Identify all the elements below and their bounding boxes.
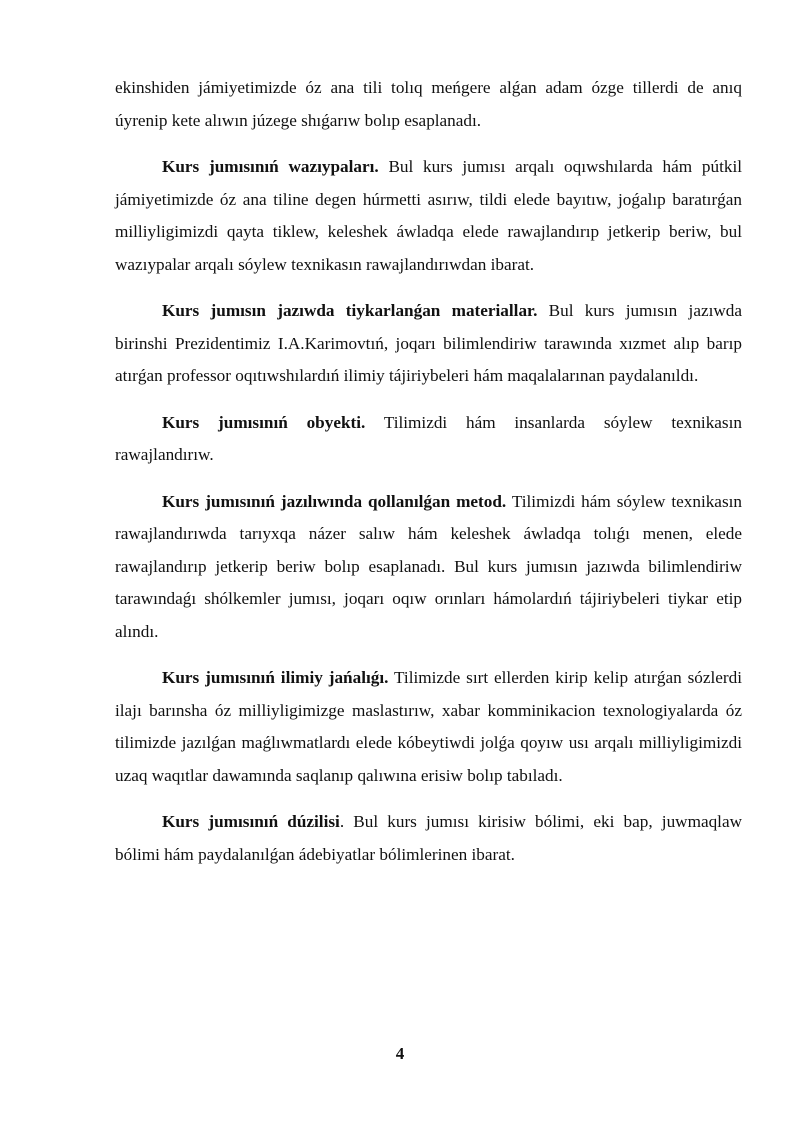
section-structure — [115, 806, 742, 871]
section-heading: Kurs jumısınıń dúzilisi — [162, 812, 340, 831]
section-novelty — [115, 662, 742, 792]
section-heading: Kurs jumısınıń obyekti. — [162, 412, 366, 432]
section-method — [115, 486, 742, 649]
section-body: Tilimizde sırt ellerden kirip kelip atırǵan sózlerdi ilajı barınsha óz milliyligimizge maslastırıw, xabar komminikacion texnologiyalarda óz tilimizde jazılǵan maǵlıwmatlardı elede kóbeytiwdi jolǵa qoyıw usı arqalı milliyligimizdi uzaq waqıtlar dawamında saqlanıp qalıwına erisiw bolıp tabıladı. — [115, 668, 742, 785]
page-number: 4 — [395, 1044, 405, 1063]
section-object — [115, 407, 742, 472]
section-body: Tilimizdi hám insanlarda sóylew texnikasın rawajlandırıw. — [115, 412, 742, 464]
section-heading: Kurs jumısın jazıwda tiykarlanǵan materiallar. — [162, 301, 538, 320]
section-body: Tilimizdi hám sóylew texnikasın rawajlandırıwda tarıyxqa názer salıw hám keleshek áwladqa tolıǵı menen, elede rawajlandırıp jetkerip beriw bolıp esaplanadı. Bul kurs jumısın jazıwda bilimlendiriw tarawındaǵı shólkemler jumısı, joqarı oqıw orınları hámolardıń tájiriybeleri tiykar etip alındı. — [115, 491, 742, 641]
section-heading: Kurs jumısınıń wazıypaları. — [162, 157, 379, 176]
section-heading: Kurs jumısınıń jazılıwında qollanılǵan metod. — [162, 491, 507, 511]
intro-paragraph: ekinshiden jámiyetimizde óz ana tili tolıq meńgere alǵan adam ózge tillerdi de anıq úyrenip kete alıwın júzege shıǵarıw bolıp esaplanadı. — [115, 78, 742, 130]
section-heading: Kurs jumısınıń ilimiy jańalıǵı. — [162, 668, 389, 687]
section-body: Bul kurs jumısı arqalı oqıwshılarda hám pútkil jámiyetimizde óz ana tiline degen húrmetti asırıw, tildi elede bayıtıw, joǵalıp baratırǵan milliyligimizdi qayta tiklew, keleshek áwladqa elede rawajlandırıp jetkerip beriw, bul wazıypalar arqalı sóylew texnikasın rawajlandırıwdan ibarat. — [115, 157, 742, 274]
document-page — [115, 72, 742, 885]
section-body: Bul kurs jumısın jazıwda birinshi Prezidentimiz I.A.Karimovtıń, joqarı bilimlendiriw tarawında xızmet alıp barıp atırǵan professor oqıtıwshılardıń ilimiy tájiriybeleri hám maqalalarınan paydalanıldı. — [115, 301, 742, 385]
section-materials — [115, 295, 742, 393]
section-tasks — [115, 151, 742, 281]
section-body: . Bul kurs jumısı kirisiw bólimi, eki bap, juwmaqlaw bólimi hám paydalanılǵan ádebiyatlar bólimlerinen ibarat. — [115, 812, 742, 864]
